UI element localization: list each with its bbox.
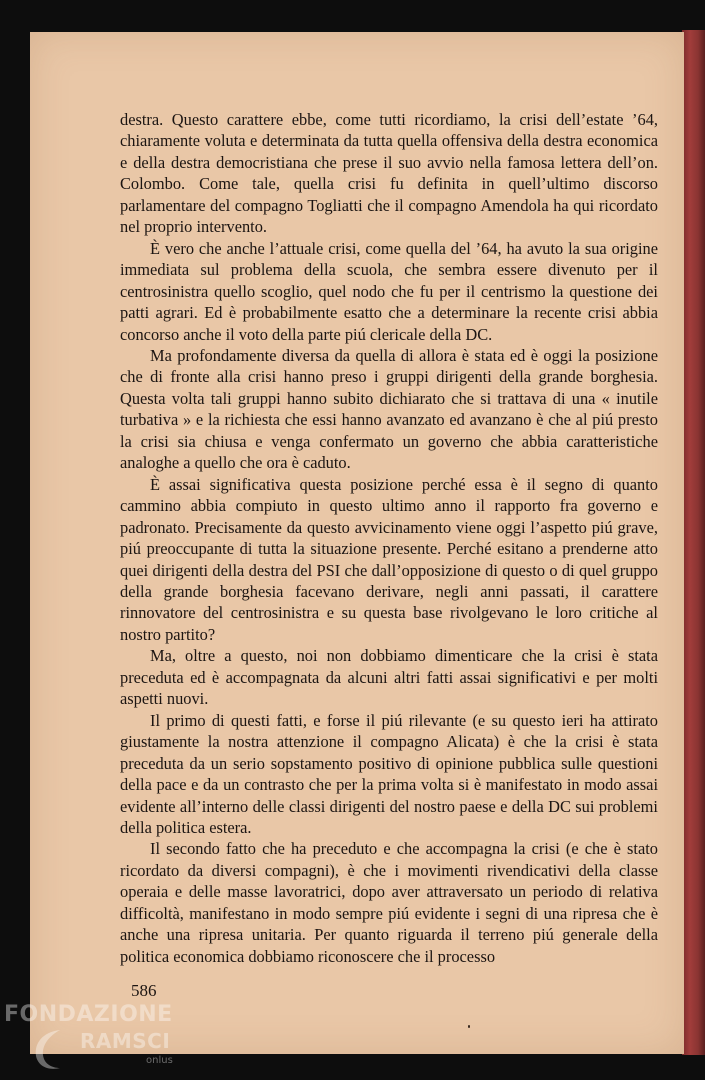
paragraph: Ma profondamente diversa da quella di allora è stata ed è oggi la posizione che di fronte alla crisi hanno preso i gruppi dirigenti della grande borghesia. Questa volta tali gruppi hanno subito dichiarato che si trattava di una « inutile turbativa » e la richiesta che essi hanno avanzato ed avanzano è che al piú presto la crisi sia chiusa e venga confermato un governo che abbia caratteristiche analoghe a quello che ora è caduto. — [120, 345, 658, 473]
body-text — [120, 109, 658, 967]
watermark-swoosh-icon — [30, 1024, 70, 1074]
paragraph: È assai significativa questa posizione perché essa è il segno di quanto cammino abbia compiuto in questo ultimo anno il rapporto fra governo e padronato. Precisamente da questo avvicinamento viene oggi l’aspetto piú grave, piú preoccupante di tutta la situazione presente. Perché esitano a prenderne atto quei dirigenti della destra del PSI che dall’opposizione di questo o di quel gruppo della grande borghesia facevano derivare, negli anni passati, il carattere rinnovatore del centrosinistra e su questa base rivolgevano le loro critiche al nostro partito? — [120, 474, 658, 644]
watermark-line3: onlus — [146, 1055, 173, 1066]
paragraph: È vero che anche l’attuale crisi, come quella del ’64, ha avuto la sua origine immediata sul problema della scuola, che sembra essere divenuto per il centrosinistra quello scoglio, quel nodo che fu per il centrismo la questione dei patti agrari. Ed è probabilmente esatto che a determinare la recente crisi abbia concorso anche il voto della parte piú clericale della DC. — [120, 238, 658, 344]
paragraph: destra. Questo carattere ebbe, come tutti ricordiamo, la crisi dell’estate ’64, chiaramente voluta e determinata da tutta quella offensiva della destra economica e della destra democristiana che prese il suo avvio nella famosa lettera dell’on. Colombo. Come tale, quella crisi fu definita in quell’ultimo discorso parlamentare del compagno Togliatti che il compagno Amendola ha qui ricordato nel proprio intervento. — [120, 110, 658, 237]
watermark-logo — [4, 998, 204, 1078]
watermark-line2: RAMSCI — [80, 1029, 171, 1053]
page-number: 586 — [131, 981, 157, 1000]
paragraph: Il primo di questi fatti, e forse il piú rilevante (e su questo ieri ha attirato giustamente la nostra attenzione il compagno Alicata) è che la crisi è stata preceduta da un serio sopstamento positivo di opinione pubblica sulle questioni della pace e da un contrasto che per la prima volta si è manifestato in modo assai evidente all’interno delle classi dirigenti del nostro paese e della DC sui problemi della politica estera. — [120, 710, 658, 837]
scan-speck — [468, 1025, 470, 1028]
book-edge — [682, 30, 705, 1055]
book-page — [30, 32, 684, 1054]
watermark-line1: FONDAZIONE — [4, 1002, 173, 1027]
paragraph: Ma, oltre a questo, noi non dobbiamo dimenticare che la crisi è stata preceduta ed è accompagnata da alcuni altri fatti assai significativi e per molti aspetti nuovi. — [120, 646, 658, 709]
paragraph: Il secondo fatto che ha preceduto e che accompagna la crisi (e che è stato ricordato da diversi compagni), è che i movimenti rivendicativi della classe operaia e delle masse lavoratrici, dopo aver attraversato un periodo di relativa difficoltà, manifestano in modo sempre piú evidente i segni di una ripresa che è anche una ripresa unitaria. Per quanto riguarda il terreno piú generale della politica economica dobbiamo riconoscere che il processo — [120, 839, 658, 966]
